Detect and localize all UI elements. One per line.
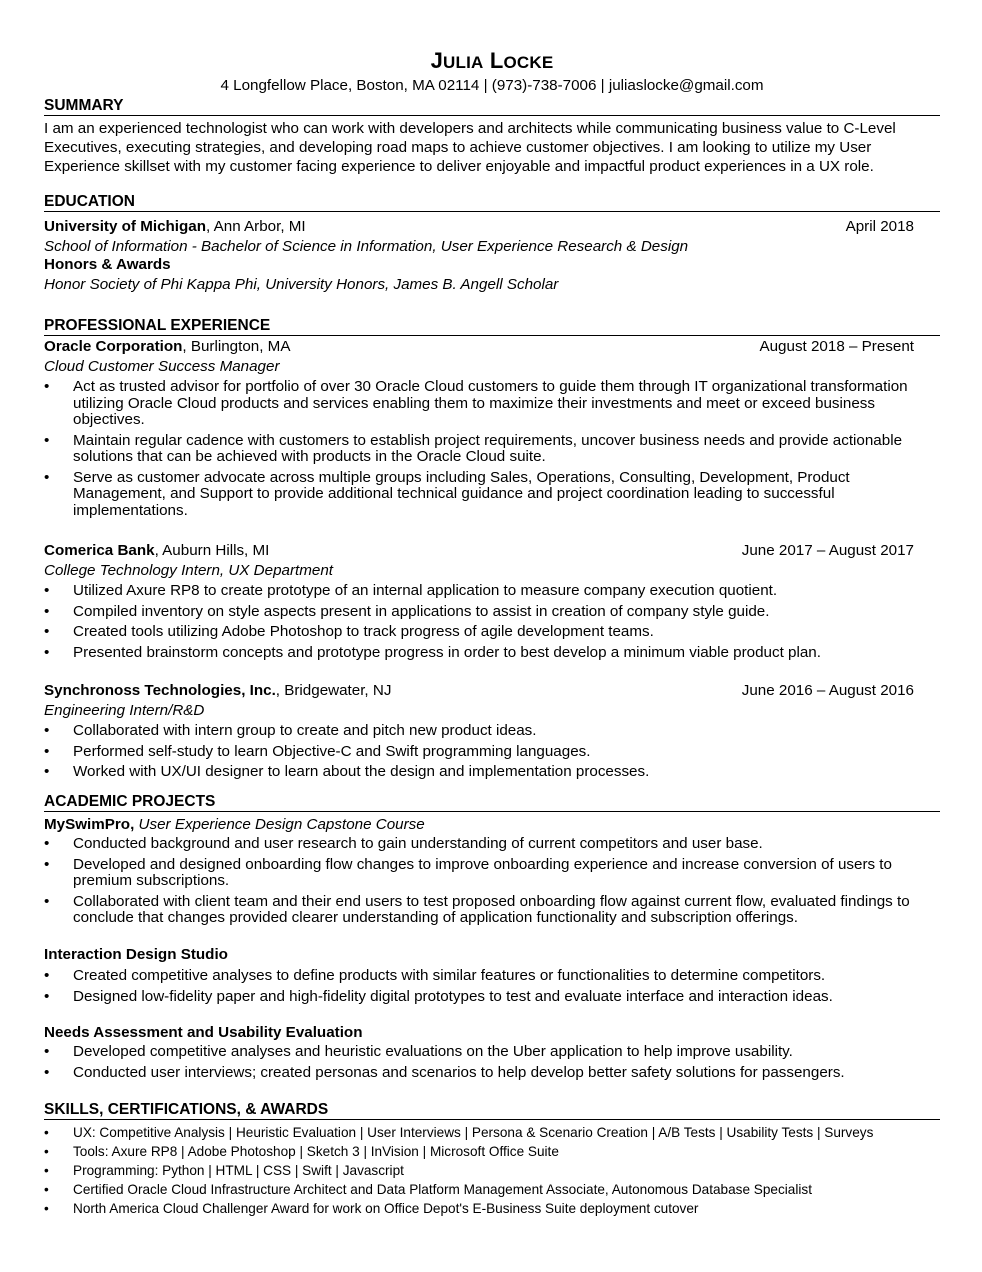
project-bullets-myswimpro (44, 836, 940, 931)
project-name-needs-assessment: Needs Assessment and Usability Evaluation (44, 1024, 363, 1041)
candidate-name: JULIA LOCKE (430, 48, 554, 73)
job-bullets-synchronoss (44, 723, 940, 785)
projects-heading: ACADEMIC PROJECTS (44, 793, 940, 812)
honors-heading: Honors & Awards (44, 256, 171, 273)
company-name: Synchronoss Technologies, Inc. (44, 682, 276, 699)
school-name: University of Michigan (44, 218, 207, 235)
project-name: MySwimPro, (44, 816, 135, 833)
honors-list: Honor Society of Phi Kappa Phi, University Honors, James B. Angell Scholar (44, 276, 559, 293)
list-item: • Created competitive analyses to define products with similar features or functionalities to determine competitors. (44, 968, 940, 985)
project-bullets-needs-assessment (44, 1044, 940, 1085)
skills-list (44, 1124, 940, 1219)
list-item: • North America Cloud Challenger Award for work on Office Depot's E-Business Suite deployment cutover (44, 1200, 940, 1218)
list-item: • Compiled inventory on style aspects present in applications to assist in creation of company style guide. (44, 604, 940, 621)
company-name: Oracle Corporation (44, 338, 183, 355)
job-role: Cloud Customer Success Manager (44, 358, 280, 375)
list-item: • Tools: Axure RP8 | Adobe Photoshop | Sketch 3 | InVision | Microsoft Office Suite (44, 1143, 940, 1161)
list-item: • Developed competitive analyses and heuristic evaluations on the Uber application to help improve usability. (44, 1044, 940, 1061)
education-degree: School of Information - Bachelor of Science in Information, User Experience Research & Design (44, 238, 689, 255)
experience-heading: PROFESSIONAL EXPERIENCE (44, 317, 940, 336)
job-date: August 2018 – Present (759, 338, 914, 355)
school-location: , Ann Arbor, MI (206, 218, 306, 235)
list-item: • Worked with UX/UI designer to learn about the design and implementation processes. (44, 764, 940, 781)
job-header-synchronoss (44, 681, 914, 700)
job-bullets-comerica (44, 583, 940, 665)
list-item: • Conducted user interviews; created personas and scenarios to help develop better safety solutions for passengers. (44, 1065, 940, 1082)
list-item: • Collaborated with client team and their end users to test proposed onboarding flow against current flow, evaluated findings to conclude that changes provided clearer understanding of application functionality and subscription offerings. (44, 894, 940, 927)
list-item: • Act as trusted advisor for portfolio of over 30 Oracle Cloud customers to guide them through IT organizational transformation utilizing Oracle Cloud products and services enabling them to maximize their investments and meet or exceed business objectives. (44, 379, 940, 429)
list-item: • Utilized Axure RP8 to create prototype of an internal application to measure company execution quotient. (44, 583, 940, 600)
job-header-oracle (44, 337, 914, 356)
list-item: • Designed low-fidelity paper and high-fidelity digital prototypes to test and evaluate interface and interaction ideas. (44, 989, 940, 1006)
list-item: • Created tools utilizing Adobe Photoshop to track progress of agile development teams. (44, 624, 940, 641)
list-item: • UX: Competitive Analysis | Heuristic Evaluation | User Interviews | Persona & Scenario Creation | A/B Tests | Usability Tests | Surveys (44, 1124, 940, 1142)
project-header-myswimpro (44, 815, 914, 834)
education-date: April 2018 (845, 218, 914, 235)
education-heading: EDUCATION (44, 193, 940, 212)
summary-heading: SUMMARY (44, 97, 940, 116)
job-role: Engineering Intern/R&D (44, 702, 205, 719)
project-bullets-interaction-design (44, 968, 940, 1009)
list-item: • Performed self-study to learn Objective-C and Swift programming languages. (44, 744, 940, 761)
list-item: • Collaborated with intern group to create and pitch new product ideas. (44, 723, 940, 740)
list-item: • Certified Oracle Cloud Infrastructure Architect and Data Platform Management Associate, Autonomous Database Specialist (44, 1181, 940, 1199)
project-name-interaction-design: Interaction Design Studio (44, 946, 228, 963)
list-item: • Conducted background and user research to gain understanding of current competitors and user base. (44, 836, 940, 853)
summary-text: I am an experienced technologist who can work with developers and architects while communicating business value to C-Level Executives, executing strategies, and developing road maps to achieve customer objectives. I am looking to utilize my User Experience skillset with my customer facing experience to deliver enjoyable and impactful product experiences in a UX role. (44, 120, 896, 175)
job-date: June 2017 – August 2017 (741, 542, 914, 559)
list-item: • Developed and designed onboarding flow changes to improve onboarding experience and increase conversion of users to premium subscriptions. (44, 857, 940, 890)
job-date: June 2016 – August 2016 (741, 682, 914, 699)
company-location: , Auburn Hills, MI (154, 542, 270, 559)
list-item: • Presented brainstorm concepts and prototype progress in order to best develop a minimum viable product plan. (44, 645, 940, 662)
list-item: • Serve as customer advocate across multiple groups including Sales, Operations, Consulting, Development, Product Management, and Support to provide additional technical guidance and project coordination leading to successful implementations. (44, 470, 940, 520)
contact-line: 4 Longfellow Place, Boston, MA 02114 | (973)-738-7006 | juliaslocke@gmail.com (220, 77, 764, 94)
job-bullets-oracle (44, 379, 940, 523)
skills-heading: SKILLS, CERTIFICATIONS, & AWARDS (44, 1101, 940, 1120)
list-item: • Programming: Python | HTML | CSS | Swift | Javascript (44, 1162, 940, 1180)
company-location: , Burlington, MA (182, 338, 291, 355)
list-item: • Maintain regular cadence with customers to establish project requirements, uncover business needs and provide actionable solutions that can be achieved with products in the Oracle Cloud suite. (44, 433, 940, 466)
education-school-row (44, 217, 914, 236)
project-subtitle: User Experience Design Capstone Course (134, 816, 425, 833)
job-header-comerica (44, 541, 914, 560)
company-location: , Bridgewater, NJ (275, 682, 392, 699)
job-role: College Technology Intern, UX Department (44, 562, 334, 579)
company-name: Comerica Bank (44, 542, 155, 559)
